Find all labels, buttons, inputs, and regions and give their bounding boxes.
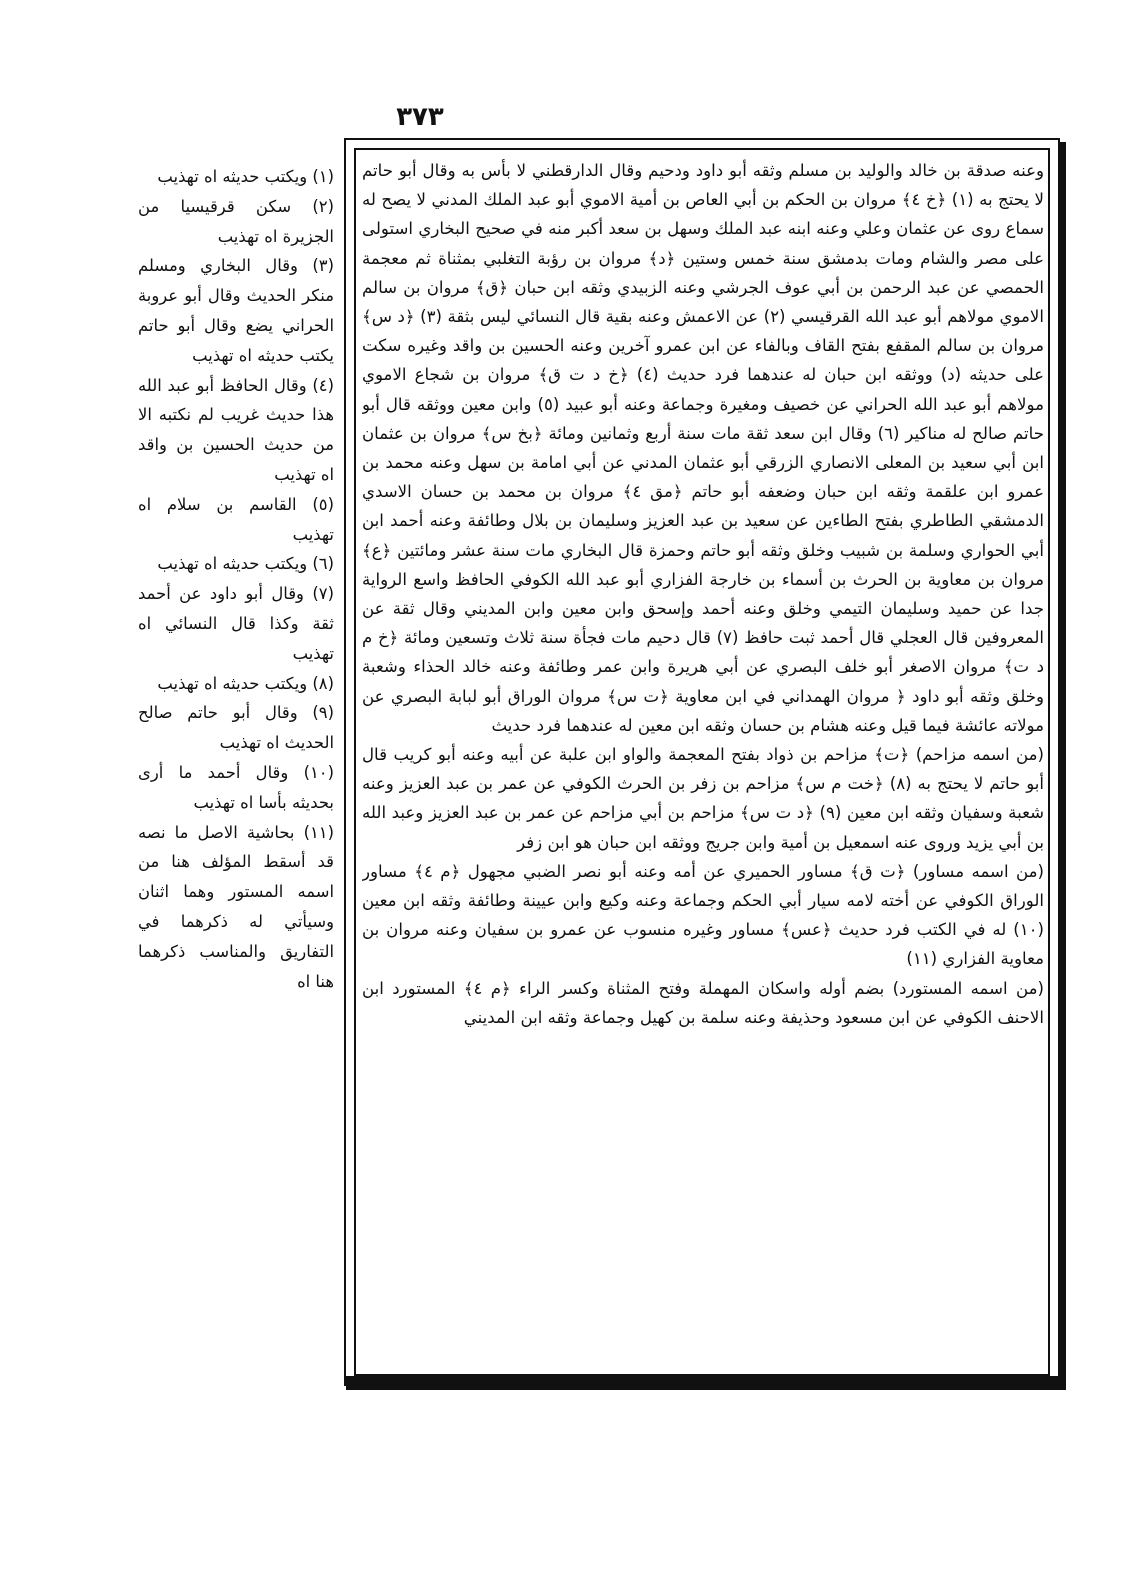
footnote: (١٠) وقال أحمد ما أرى بحديثه بأسا اه تهذيب [138,762,334,812]
main-paragraph: (من اسمه مساور) ﴿ت ق﴾ مساور الحميري عن أمه وعنه أبو نصر الضبي مجهول ﴿م ٤﴾ مساور الوراق الكوفي عن أخته لامه سيار أبي الحكم وجماعة وعنه وكيع وابن عيينة وطائفة وثقه ابن معين (١٠) له في الكتب فرد حديث ﴿عس﴾ مساور وغيره منسوب عن عمرو بن سفيان وعنه مروان بن معاوية الفزاري (١١) [362,861,1044,969]
footnote: (٥) القاسم بن سلام اه تهذيب [138,494,334,544]
footnote: (١١) بحاشية الاصل ما نصه قد أسقط المؤلف هنا من اسمه المستور وهما اثنان وسيأتي له ذكرهما في التفاريق والمناسب ذكرهما هنا اه [138,822,334,991]
footnote: (٤) وقال الحافظ أبو عبد الله هذا حديث غريب لم نكتبه الا من حديث الحسين بن واقد اه تهذيب [138,375,334,484]
main-paragraph: (من اسمه مزاحم) ﴿ت﴾ مزاحم بن ذواد بفتح المعجمة والواو ابن علبة عن أبيه وعنه أبو كريب قال أبو حاتم لا يحتج به (٨) ﴿خت م س﴾ مزاحم بن زفر بن الحرث الكوفي عن عمر بن عبد العزيز وعنه شعبة وسفيان وثقه ابن معين (٩) ﴿د ت س﴾ مزاحم بن أبي مزاحم عن عمر بن عبد العزيز وعبد الله بن أبي يزيد وروى عنه اسمعيل بن أمية وابن جريج ووثقه ابن حبان هو ابن زفر [362,745,1044,852]
footnote: (٣) وقال البخاري ومسلم منكر الحديث وقال أبو عروبة الحراني يضع وقال أبو حاتم يكتب حديثه اه تهذيب [138,256,334,365]
footnote: (٢) سكن قرقيسيا من الجزيرة اه تهذيب [138,196,334,246]
footnotes-column [138,162,334,1342]
main-paragraph: (من اسمه المستورد) بضم أوله واسكان المهملة وفتح المثناة وكسر الراء ﴿م ٤﴾ المستورد ابن الاحنف الكوفي عن ابن مسعود وحذيفة وعنه سلمة بن كهيل وجماعة وثقه ابن المديني [362,978,1044,1027]
main-text-block [362,156,1044,1370]
main-paragraph: وعنه صدقة بن خالد والوليد بن مسلم وثقه أبو داود ودحيم وقال الدارقطني لا بأس به وقال أبو حاتم لا يحتج به (١) ﴿خ ٤﴾ مروان بن الحكم بن أبي العاص بن أمية الاموي أبو عبد الملك المدني لا يصح له سماع روى عن عثمان وعلي وعنه ابنه عبد الملك وسهل بن سعد أكبر منه في صحيح البخاري استولى على مصر والشام ومات بدمشق سنة خمس وستين ﴿د﴾ مروان بن رؤبة التغلبي بمثناة ثم معجمة الحمصي عن عبد الرحمن بن أبي عوف الجرشي وعنه الزبيدي وثقه ابن حبان ﴿ق﴾ مروان بن سالم الاموي مولاهم أبو عبد الله القرقيسي (٢) عن الاعمش وعنه بقية قال النسائي ليس بثقة (٣) ﴿د س﴾ مروان بن سالم المقفع بفتح القاف وبالفاء عن ابن عمرو آخرين وعنه الحسين بن واقد وغيره سكت على حديثه (د) ووثقه ابن حبان له عندهما فرد حديث (٤) ﴿خ د ت ق﴾ مروان بن شجاع الاموي مولاهم أبو عبد الله الحراني عن خصيف ومغيرة وجماعة وعنه أبو عبيد (٥) وابن معين ووثقه قال أبو حاتم صالح له مناكير (٦) وقال ابن سعد ثقة مات سنة أربع وثمانين ومائة ﴿بخ س﴾ مروان بن عثمان ابن أبي سعيد بن المعلى الانصاري الزرقي أبو عثمان المدني عن أبي امامة بن سهل وعنه محمد بن عمرو ابن علقمة وثقه ابن حبان وضعفه أبو حاتم ﴿مق ٤﴾ مروان بن محمد بن حسان الاسدي الدمشقي الطاطري بفتح الطاءين عن سعيد بن عبد العزيز وسليمان بن بلال وطائفة وعنه أحمد ابن أبي الحواري وسلمة بن شبيب وخلق وثقه أبو حاتم وحمزة قال البخاري مات سنة عشر ومائتين ﴿ع﴾ مروان بن معاوية بن الحرث بن أسماء بن خارجة الفزاري أبو عبد الله الكوفي الحافظ واسع الرواية جدا عن حميد وسليمان التيمي وخلق وعنه أحمد وإسحق وابن معين وابن المديني وقال ثقة عن المعروفين قال العجلي قال أحمد ثبت حافظ (٧) قال دحيم مات فجأة سنة ثلاث وتسعين ومائة ﴿خ م د ت﴾ مروان الاصغر أبو خلف البصري عن أبي هريرة وابن عمر وطائفة وعنه خالد الحذاء وشعبة وخلق وثقه أبو داود ﴿ مروان الهمداني في ابن معاوية ﴿ت س﴾ مروان الوراق أبو لبابة البصري عن مولاته عائشة فيما قيل وعنه هشام بن حسان وثقه ابن معين له عندهما فرد حديث [362,161,1044,735]
footnote: (٧) وقال أبو داود عن أحمد ثقة وكذا قال النسائي اه تهذيب [138,584,334,663]
footnote: (٨) ويكتب حديثه اه تهذيب [157,673,334,693]
footnote: (١) ويكتب حديثه اه تهذيب [157,167,334,186]
footnote: (٩) وقال أبو حاتم صالح الحديث اه تهذيب [138,703,334,753]
page-number: ٣٧٣ [396,102,444,132]
footnote: (٦) ويكتب حديثه اه تهذيب [157,554,334,574]
